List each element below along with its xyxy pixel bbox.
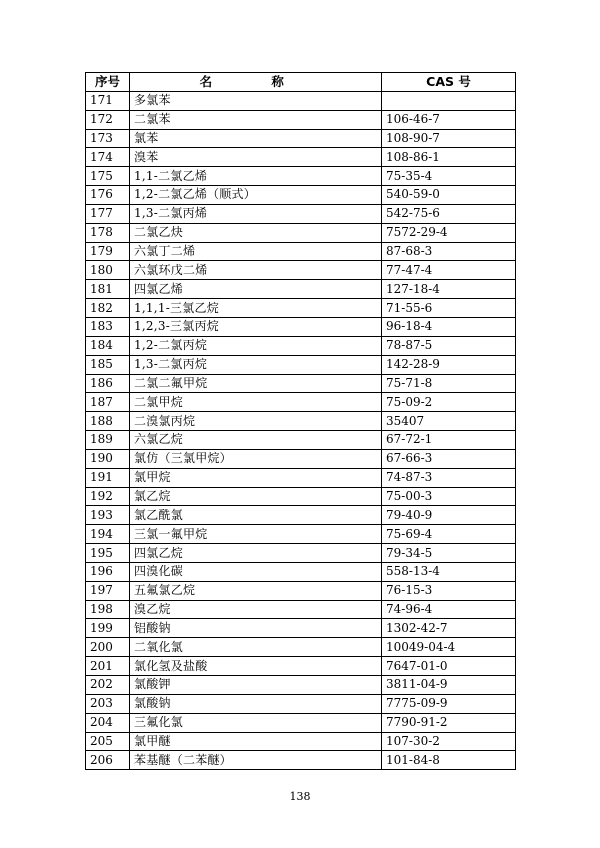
table-row xyxy=(86,261,516,280)
row-index: 205 xyxy=(86,732,130,751)
row-name: 氯酸钾 xyxy=(130,676,382,695)
row-cas: 76-15-3 xyxy=(382,581,516,600)
row-name: 二溴氯丙烷 xyxy=(130,412,382,431)
table-row xyxy=(86,91,516,110)
row-cas xyxy=(382,91,516,110)
table-row xyxy=(86,374,516,393)
row-cas: 75-71-8 xyxy=(382,374,516,393)
row-cas: 1302-42-7 xyxy=(382,619,516,638)
row-index: 192 xyxy=(86,487,130,506)
row-index: 202 xyxy=(86,676,130,695)
row-index: 189 xyxy=(86,431,130,450)
row-index: 196 xyxy=(86,562,130,581)
header-index: 序号 xyxy=(86,73,130,92)
table-row xyxy=(86,544,516,563)
row-cas: 78-87-5 xyxy=(382,336,516,355)
row-cas: 75-69-4 xyxy=(382,525,516,544)
row-cas: 75-35-4 xyxy=(382,167,516,186)
table-row xyxy=(86,110,516,129)
row-cas: 127-18-4 xyxy=(382,280,516,299)
table-row xyxy=(86,317,516,336)
row-name: 氯甲醚 xyxy=(130,732,382,751)
table-row xyxy=(86,487,516,506)
table-row xyxy=(86,167,516,186)
row-index: 177 xyxy=(86,204,130,223)
table-row xyxy=(86,581,516,600)
chemical-table xyxy=(85,72,516,770)
row-name: 二氯二氟甲烷 xyxy=(130,374,382,393)
row-index: 175 xyxy=(86,167,130,186)
row-index: 198 xyxy=(86,600,130,619)
row-cas: 77-47-4 xyxy=(382,261,516,280)
row-name: 氯乙酰氯 xyxy=(130,506,382,525)
table-row xyxy=(86,280,516,299)
table-row xyxy=(86,204,516,223)
table-row xyxy=(86,638,516,657)
row-index: 178 xyxy=(86,223,130,242)
row-cas: 106-46-7 xyxy=(382,110,516,129)
row-index: 195 xyxy=(86,544,130,563)
table-row xyxy=(86,336,516,355)
row-index: 176 xyxy=(86,186,130,205)
row-index: 172 xyxy=(86,110,130,129)
row-name: 氯苯 xyxy=(130,129,382,148)
row-index: 204 xyxy=(86,713,130,732)
row-name: 四氯乙烯 xyxy=(130,280,382,299)
row-cas: 558-13-4 xyxy=(382,562,516,581)
row-cas: 108-90-7 xyxy=(382,129,516,148)
table-row xyxy=(86,751,516,770)
table-row xyxy=(86,600,516,619)
row-index: 179 xyxy=(86,242,130,261)
row-cas: 3811-04-9 xyxy=(382,676,516,695)
row-name: 1,2,3-三氯丙烷 xyxy=(130,317,382,336)
row-cas: 10049-04-4 xyxy=(382,638,516,657)
row-index: 186 xyxy=(86,374,130,393)
row-name: 四溴化碳 xyxy=(130,562,382,581)
row-cas: 79-34-5 xyxy=(382,544,516,563)
row-cas: 35407 xyxy=(382,412,516,431)
table-row xyxy=(86,393,516,412)
row-cas: 67-66-3 xyxy=(382,449,516,468)
header-name: 名 称 xyxy=(130,73,382,92)
row-name: 六氯丁二烯 xyxy=(130,242,382,261)
row-index: 194 xyxy=(86,525,130,544)
row-index: 180 xyxy=(86,261,130,280)
row-name: 1,3-二氯丙烷 xyxy=(130,355,382,374)
row-cas: 96-18-4 xyxy=(382,317,516,336)
table-row xyxy=(86,676,516,695)
row-name: 氯乙烷 xyxy=(130,487,382,506)
page-number: 138 xyxy=(289,790,311,803)
table-row xyxy=(86,732,516,751)
table-row xyxy=(86,525,516,544)
row-name: 1,3-二氯丙烯 xyxy=(130,204,382,223)
row-name: 二氧化氯 xyxy=(130,638,382,657)
row-name: 三氯一氟甲烷 xyxy=(130,525,382,544)
row-index: 184 xyxy=(86,336,130,355)
row-name: 二氯苯 xyxy=(130,110,382,129)
row-cas: 74-96-4 xyxy=(382,600,516,619)
row-name: 1,1-二氯乙烯 xyxy=(130,167,382,186)
header-cas: CAS 号 xyxy=(382,73,516,92)
table-row xyxy=(86,299,516,318)
row-cas: 7572-29-4 xyxy=(382,223,516,242)
row-name: 六氯环戊二烯 xyxy=(130,261,382,280)
row-cas: 75-00-3 xyxy=(382,487,516,506)
row-name: 氯化氢及盐酸 xyxy=(130,657,382,676)
table-header-row xyxy=(86,73,516,92)
row-name: 1,1,1-三氯乙烷 xyxy=(130,299,382,318)
table-row xyxy=(86,355,516,374)
table-row xyxy=(86,713,516,732)
row-name: 铝酸钠 xyxy=(130,619,382,638)
row-name: 溴乙烷 xyxy=(130,600,382,619)
row-name: 溴苯 xyxy=(130,148,382,167)
row-name: 五氟氯乙烷 xyxy=(130,581,382,600)
row-name: 1,2-二氯乙烯（顺式） xyxy=(130,186,382,205)
row-index: 187 xyxy=(86,393,130,412)
row-index: 191 xyxy=(86,468,130,487)
row-index: 182 xyxy=(86,299,130,318)
row-name: 二氯乙炔 xyxy=(130,223,382,242)
row-index: 171 xyxy=(86,91,130,110)
row-name: 氯酸钠 xyxy=(130,694,382,713)
row-index: 193 xyxy=(86,506,130,525)
row-name: 六氯乙烷 xyxy=(130,431,382,450)
table-row xyxy=(86,412,516,431)
row-cas: 87-68-3 xyxy=(382,242,516,261)
row-name: 二氯甲烷 xyxy=(130,393,382,412)
row-index: 190 xyxy=(86,449,130,468)
table-row xyxy=(86,468,516,487)
row-index: 181 xyxy=(86,280,130,299)
row-cas: 67-72-1 xyxy=(382,431,516,450)
table-row xyxy=(86,242,516,261)
row-name: 1,2-二氯丙烷 xyxy=(130,336,382,355)
row-name: 氯仿（三氯甲烷） xyxy=(130,449,382,468)
table-row xyxy=(86,657,516,676)
row-name: 苯基醚（二苯醚） xyxy=(130,751,382,770)
row-name: 氯甲烷 xyxy=(130,468,382,487)
row-name: 三氟化氯 xyxy=(130,713,382,732)
row-cas: 79-40-9 xyxy=(382,506,516,525)
row-index: 183 xyxy=(86,317,130,336)
table-row xyxy=(86,186,516,205)
row-index: 199 xyxy=(86,619,130,638)
row-cas: 7790-91-2 xyxy=(382,713,516,732)
row-cas: 540-59-0 xyxy=(382,186,516,205)
row-cas: 71-55-6 xyxy=(382,299,516,318)
row-index: 203 xyxy=(86,694,130,713)
row-cas: 542-75-6 xyxy=(382,204,516,223)
row-index: 174 xyxy=(86,148,130,167)
table-row xyxy=(86,129,516,148)
row-cas: 108-86-1 xyxy=(382,148,516,167)
row-cas: 7647-01-0 xyxy=(382,657,516,676)
row-cas: 142-28-9 xyxy=(382,355,516,374)
row-index: 197 xyxy=(86,581,130,600)
row-cas: 74-87-3 xyxy=(382,468,516,487)
row-cas: 107-30-2 xyxy=(382,732,516,751)
row-cas: 75-09-2 xyxy=(382,393,516,412)
table-row xyxy=(86,449,516,468)
table-row xyxy=(86,506,516,525)
table-row xyxy=(86,694,516,713)
table-row xyxy=(86,431,516,450)
row-name: 四氯乙烷 xyxy=(130,544,382,563)
table-row xyxy=(86,223,516,242)
row-index: 200 xyxy=(86,638,130,657)
row-cas: 101-84-8 xyxy=(382,751,516,770)
row-index: 188 xyxy=(86,412,130,431)
row-name: 多氯苯 xyxy=(130,91,382,110)
row-index: 173 xyxy=(86,129,130,148)
row-index: 206 xyxy=(86,751,130,770)
row-index: 201 xyxy=(86,657,130,676)
row-index: 185 xyxy=(86,355,130,374)
table-row xyxy=(86,562,516,581)
row-cas: 7775-09-9 xyxy=(382,694,516,713)
table-row xyxy=(86,619,516,638)
table-row xyxy=(86,148,516,167)
